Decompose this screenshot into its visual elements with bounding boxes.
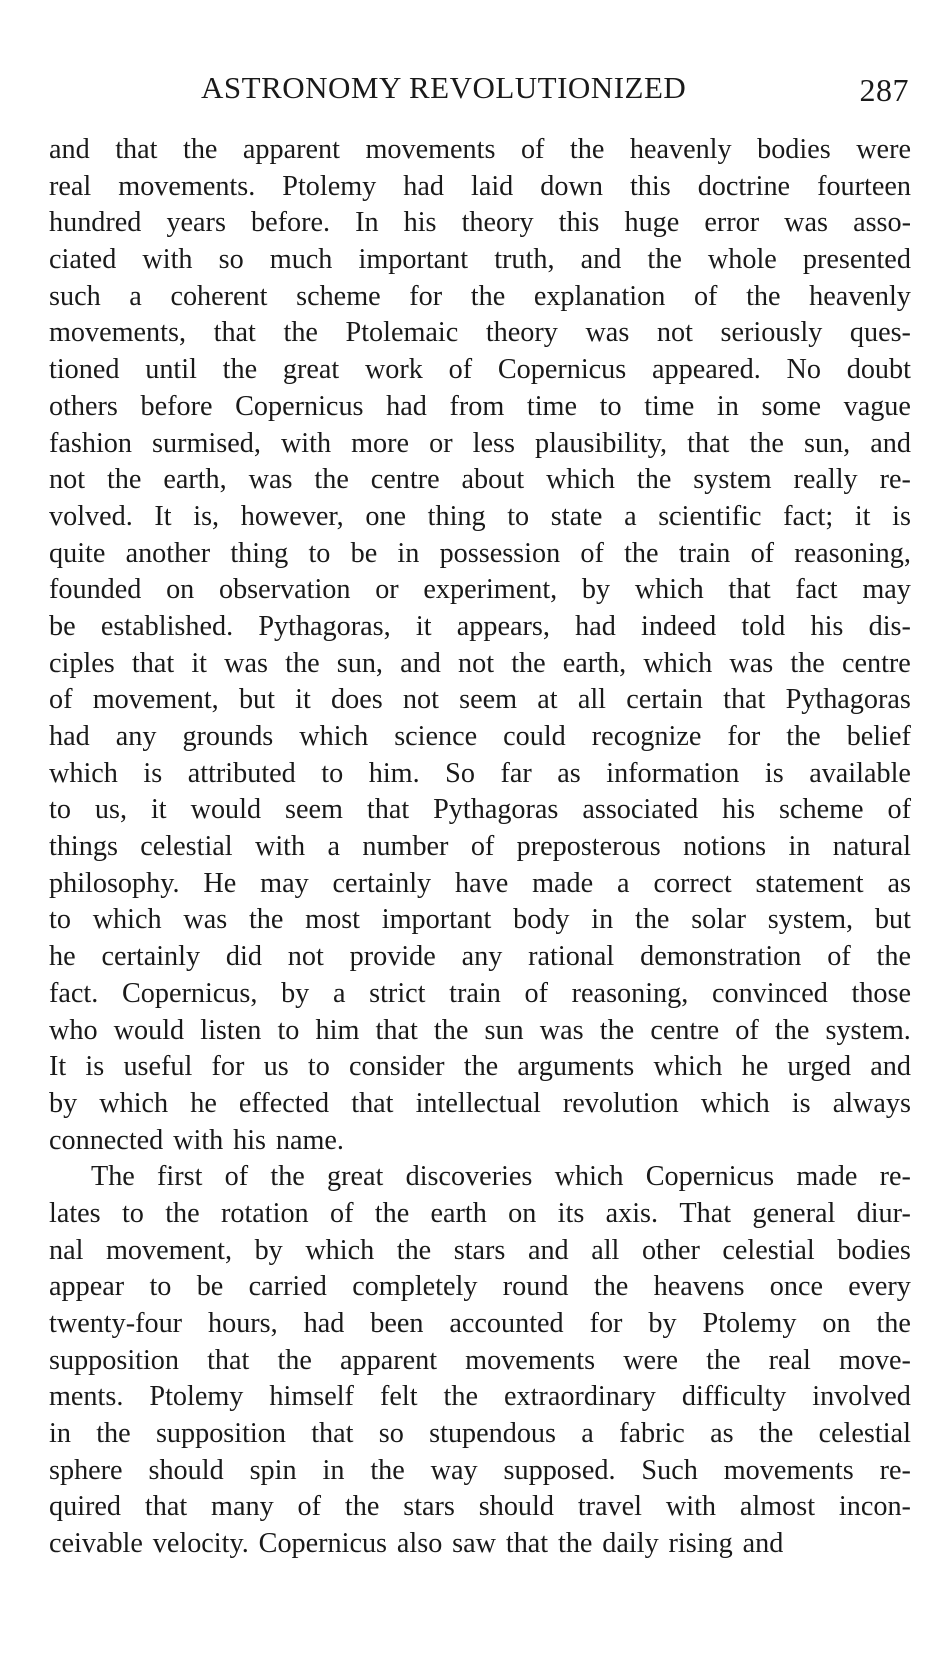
text-line: nal movement, by which the stars and all other celestial bodies — [49, 1234, 911, 1266]
text-line: others before Copernicus had from time to time in some vague — [49, 390, 911, 422]
page-number: 287 — [859, 72, 909, 108]
text-line: founded on observation or experiment, by which that fact may — [49, 574, 911, 606]
text-line: hundred years before. In his theory this huge error was asso- — [49, 207, 911, 239]
book-page — [49, 70, 911, 1563]
text-line: who would listen to him that the sun was the centre of the system. — [49, 1014, 911, 1046]
text-line: fact. Copernicus, by a strict train of reasoning, convinced those — [49, 977, 911, 1009]
paragraph — [49, 132, 911, 1159]
text-line: things celestial with a number of preposterous notions in natural — [49, 831, 911, 863]
text-line: movements, that the Ptolemaic theory was not seriously ques- — [49, 317, 911, 349]
text-line: The first of the great discoveries which Copernicus made re- — [91, 1161, 911, 1193]
text-line: not the earth, was the centre about which the system really re- — [49, 464, 911, 496]
paragraph — [49, 1159, 911, 1563]
text-line: to us, it would seem that Pythagoras associated his scheme of — [49, 794, 911, 826]
text-line: sphere should spin in the way supposed. Such movements re- — [49, 1454, 911, 1486]
text-line: supposition that the apparent movements were the real move- — [49, 1344, 911, 1376]
text-line: lates to the rotation of the earth on its axis. That general diur- — [49, 1197, 911, 1229]
text-line: be established. Pythagoras, it appears, had indeed told his dis- — [49, 610, 911, 642]
text-line: of movement, but it does not seem at all certain that Pythagoras — [49, 684, 911, 716]
text-line: It is useful for us to consider the arguments which he urged and — [49, 1051, 911, 1083]
text-line: ceivable velocity. Copernicus also saw that the daily rising and — [49, 1528, 784, 1560]
text-line: appear to be carried completely round the heavens once every — [49, 1271, 911, 1303]
text-line: philosophy. He may certainly have made a correct statement as — [49, 867, 911, 899]
text-line: quired that many of the stars should travel with almost incon- — [49, 1491, 911, 1523]
text-line: ciples that it was the sun, and not the earth, which was the centre — [49, 647, 911, 679]
text-line: connected with his name. — [49, 1124, 344, 1156]
text-line: by which he effected that intellectual revolution which is always — [49, 1087, 911, 1119]
text-line: to which was the most important body in the solar system, but — [49, 904, 911, 936]
text-line: twenty-four hours, had been accounted for by Ptolemy on the — [49, 1308, 911, 1339]
text-line: ments. Ptolemy himself felt the extraordinary difficulty involved — [49, 1381, 911, 1413]
text-line: had any grounds which science could recognize for the belief — [49, 721, 911, 752]
text-line: and that the apparent movements of the heavenly bodies were — [49, 134, 911, 165]
text-line: volved. It is, however, one thing to state a scientific fact; it is — [49, 500, 911, 532]
text-line: in the supposition that so stupendous a fabric as the celestial — [49, 1418, 911, 1450]
text-line: fashion surmised, with more or less plausibility, that the sun, and — [49, 427, 911, 459]
body-text — [49, 132, 911, 1563]
text-line: which is attributed to him. So far as information is available — [49, 757, 911, 789]
text-line: such a coherent scheme for the explanation of the heavenly — [49, 280, 911, 312]
text-line: tioned until the great work of Copernicus appeared. No doubt — [49, 354, 911, 386]
running-title: ASTRONOMY REVOLUTIONIZED — [201, 70, 687, 105]
text-line: quite another thing to be in possession of the train of reasoning, — [49, 537, 911, 569]
text-line: he certainly did not provide any rational demonstration of the — [49, 941, 911, 973]
text-line: real movements. Ptolemy had laid down this doctrine fourteen — [49, 170, 911, 202]
running-head — [49, 70, 911, 118]
text-line: ciated with so much important truth, and the whole presented — [49, 244, 911, 276]
